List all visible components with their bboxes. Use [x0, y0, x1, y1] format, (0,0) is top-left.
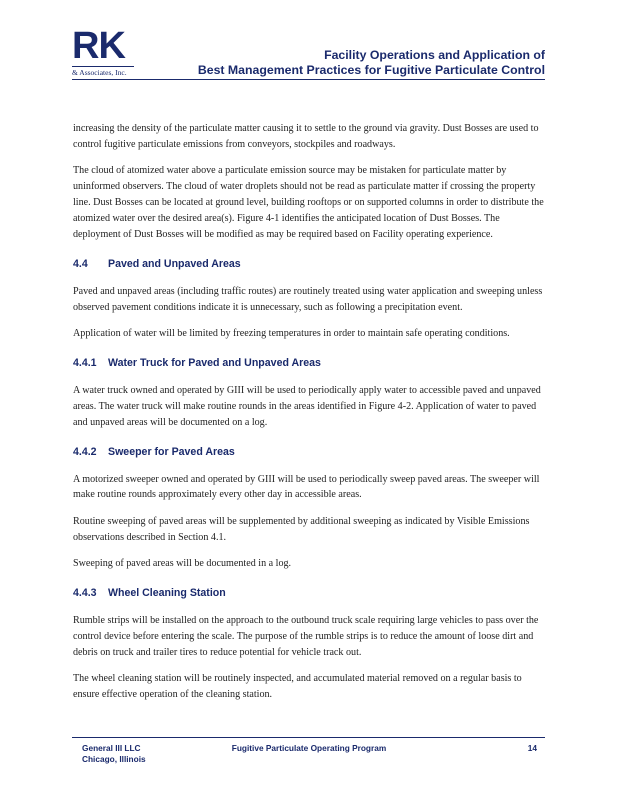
- section-number: 4.4.2: [73, 445, 97, 458]
- section-title: Sweeper for Paved Areas: [108, 445, 235, 458]
- paragraph: Rumble strips will be installed on the approach to the outbound truck scale requiring large vehicles to pass over the control device before entering the scale. The purpose of the rumble strips is to reduce the amount of loose dirt and debris on truck and trailer tires to reduce potential for vehicle track out.: [73, 614, 539, 658]
- logo-rk-text: RK: [72, 25, 125, 67]
- paragraph: Application of water will be limited by freezing temperatures in order to maintain safe operating conditions.: [73, 328, 510, 340]
- section-heading-4-4-2: [73, 445, 545, 461]
- document-body: [73, 121, 545, 713]
- company-logo: [72, 25, 134, 77]
- paragraph: Sweeping of paved areas will be documented in a log.: [73, 558, 292, 570]
- section-heading-4-4-1: [73, 356, 545, 372]
- header-title-line-1: Facility Operations and Application of: [324, 48, 545, 62]
- section-title: Wheel Cleaning Station: [108, 587, 226, 600]
- paragraph: Paved and unpaved areas (including traffic routes) are routinely treated using water application and sweeping unless observed pavement conditions indicate it is unnecessary, such as following a precipitation event.: [73, 285, 543, 313]
- paragraph: Routine sweeping of paved areas will be supplemented by additional sweeping as indicated by Visible Emissions observations described in Section 4.1.: [73, 515, 530, 543]
- logo-subtext: & Associates, Inc.: [72, 66, 134, 77]
- section-title: Water Truck for Paved and Unpaved Areas: [108, 356, 321, 369]
- paragraph: The wheel cleaning station will be routinely inspected, and accumulated material removed on a regular basis to ensure effective operation of the cleaning station.: [73, 673, 522, 701]
- footer-city: Chicago, Illinois: [82, 754, 146, 764]
- section-number: 4.4.1: [73, 356, 97, 369]
- section-heading-4-4: [73, 257, 545, 273]
- section-heading-4-4-3: [73, 586, 545, 602]
- section-title: Paved and Unpaved Areas: [108, 257, 241, 270]
- document-header-title: [198, 48, 545, 78]
- paragraph: A water truck owned and operated by GIII will be used to periodically apply water to accessible paved and unpaved areas. The water truck will make routine rounds in the areas identified in Figure 4-2. Application of water to paved and unpaved areas will be documented on a log.: [73, 384, 541, 428]
- footer-program: Fugitive Particulate Operating Program: [231, 743, 387, 753]
- page-number: 14: [527, 743, 537, 753]
- paragraph: A motorized sweeper owned and operated by GIII will be used to periodically sweep paved areas. The sweeper will make routine rounds approximately every other day in accessible areas.: [73, 473, 540, 501]
- section-number: 4.4: [73, 257, 88, 270]
- paragraph: increasing the density of the particulate matter causing it to settle to the ground via gravity. Dust Bosses are used to control fugitive particulate emissions from conveyors, stockpiles and roadways.: [73, 123, 539, 150]
- paragraph: The cloud of atomized water above a particulate emission source may be mistaken for particulate matter by uninformed observers. The cloud of water droplets should not be read as particulate matter if crossing the property line. Dust Bosses can be located at ground level, building rooftops or on supported columns in order to distribute the atomized water over the desired area(s). Figure 4-1 identifies the anticipated location of Dust Bosses. The deployment of Dust Bosses will be modified as may be required based on Facility operating experience.: [73, 165, 544, 240]
- header-title-line-2: Best Management Practices for Fugitive Particulate Control: [197, 63, 545, 77]
- footer-divider: [72, 737, 545, 738]
- header-divider: [72, 79, 545, 80]
- footer-company: General III LLC: [82, 743, 141, 753]
- section-number: 4.4.3: [73, 587, 97, 600]
